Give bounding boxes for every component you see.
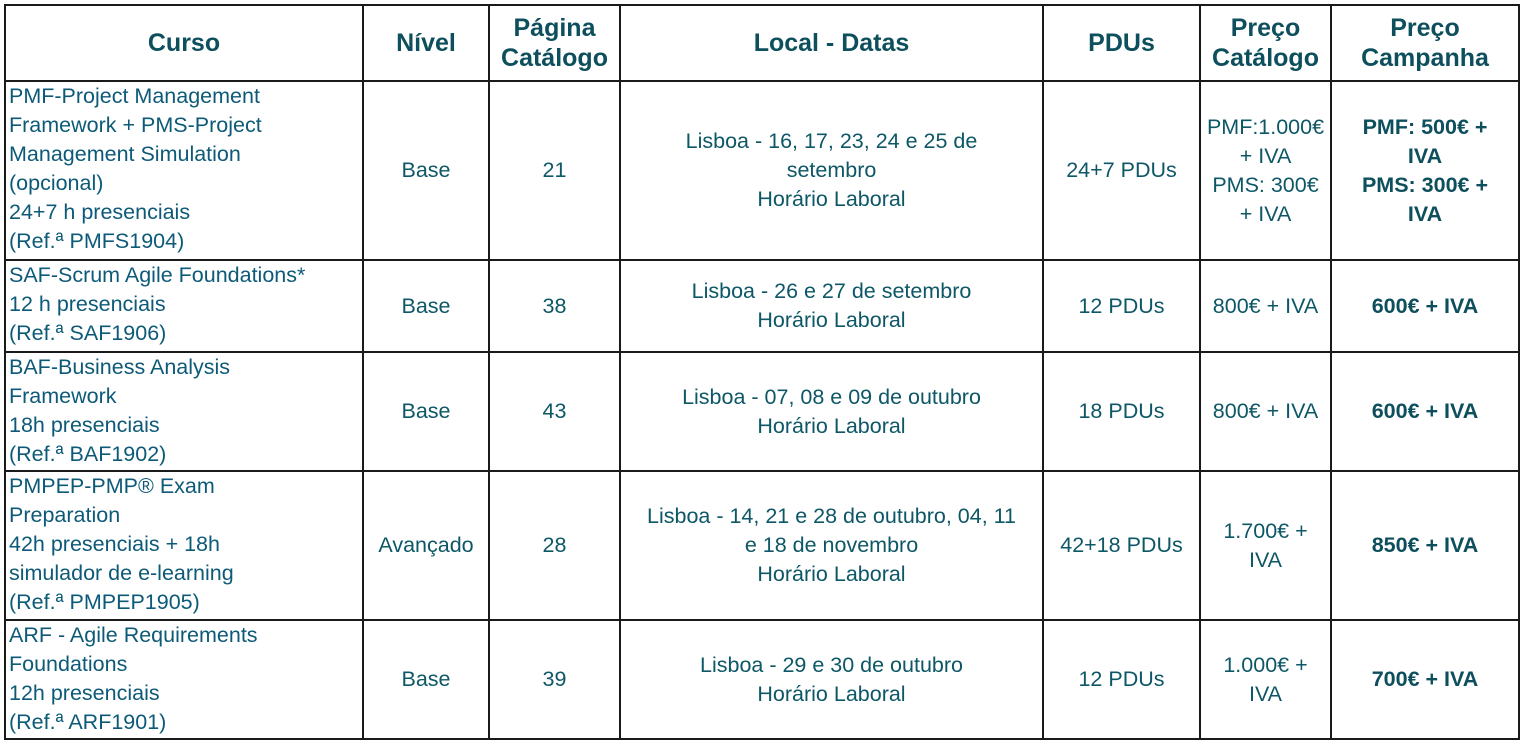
table-row [5,260,1519,352]
header-nivel: Nível [363,5,489,81]
cell-preco-campanha: 600€ + IVA [1331,352,1519,471]
cell-nivel: Base [363,81,489,260]
cell-pdus: 24+7 PDUs [1043,81,1200,260]
header-local-datas: Local - Datas [620,5,1043,81]
cell-local-datas: Lisboa - 07, 08 e 09 de outubro Horário Laboral [620,352,1043,471]
cell-curso: PMF-Project Management Framework + PMS-Project Management Simulation (opcional) 24+7 h presenciais (Ref.ª PMFS1904) [5,81,363,260]
cell-pagina: 21 [489,81,620,260]
cell-curso: BAF-Business Analysis Framework 18h presenciais (Ref.ª BAF1902) [5,352,363,471]
cell-preco-catalogo: 800€ + IVA [1200,260,1331,352]
cell-local-datas: Lisboa - 14, 21 e 28 de outubro, 04, 11 e 18 de novembro Horário Laboral [620,471,1043,620]
cell-curso: SAF-Scrum Agile Foundations* 12 h presenciais (Ref.ª SAF1906) [5,260,363,352]
cell-pdus: 42+18 PDUs [1043,471,1200,620]
cell-pagina: 28 [489,471,620,620]
cell-preco-catalogo: 1.700€ + IVA [1200,471,1331,620]
header-row [5,5,1519,81]
cell-pagina: 38 [489,260,620,352]
cell-pagina: 39 [489,620,620,739]
table-row [5,352,1519,471]
table-row [5,620,1519,739]
cell-preco-campanha: 600€ + IVA [1331,260,1519,352]
cell-local-datas: Lisboa - 26 e 27 de setembro Horário Laboral [620,260,1043,352]
cell-pdus: 18 PDUs [1043,352,1200,471]
cell-preco-catalogo: PMF:1.000€ + IVA PMS: 300€ + IVA [1200,81,1331,260]
header-preco-campanha: Preço Campanha [1331,5,1519,81]
cell-pdus: 12 PDUs [1043,620,1200,739]
header-pdus: PDUs [1043,5,1200,81]
cell-local-datas: Lisboa - 29 e 30 de outubro Horário Laboral [620,620,1043,739]
header-curso: Curso [5,5,363,81]
cell-preco-catalogo: 1.000€ + IVA [1200,620,1331,739]
cell-nivel: Avançado [363,471,489,620]
cell-local-datas: Lisboa - 16, 17, 23, 24 e 25 de setembro Horário Laboral [620,81,1043,260]
table-row [5,81,1519,260]
header-preco-catalogo: Preço Catálogo [1200,5,1331,81]
cell-preco-campanha: 700€ + IVA [1331,620,1519,739]
cell-preco-catalogo: 800€ + IVA [1200,352,1331,471]
cell-curso: ARF - Agile Requirements Foundations 12h presenciais (Ref.ª ARF1901) [5,620,363,739]
cell-nivel: Base [363,260,489,352]
table-row [5,471,1519,620]
header-pagina-catalogo: Página Catálogo [489,5,620,81]
cell-preco-campanha: 850€ + IVA [1331,471,1519,620]
cell-preco-campanha: PMF: 500€ + IVA PMS: 300€ + IVA [1331,81,1519,260]
cell-pdus: 12 PDUs [1043,260,1200,352]
cell-pagina: 43 [489,352,620,471]
cell-nivel: Base [363,620,489,739]
cell-nivel: Base [363,352,489,471]
courses-table [4,4,1520,740]
cell-curso: PMPEP-PMP® Exam Preparation 42h presenciais + 18h simulador de e-learning (Ref.ª PMPEP1905) [5,471,363,620]
